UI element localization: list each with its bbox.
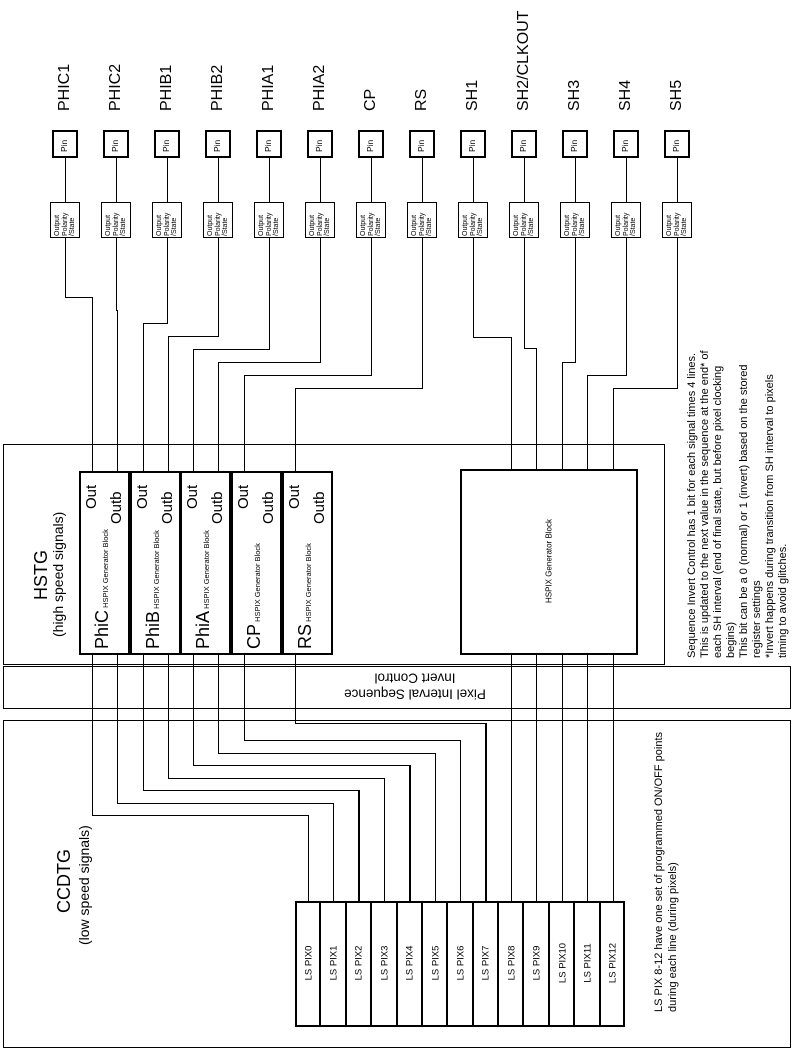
run-wire xyxy=(168,778,385,779)
hstg-subtitle: (high speed signals) xyxy=(50,511,66,637)
signal-label: PHIB1 xyxy=(158,64,175,111)
port-wire xyxy=(587,375,588,470)
ls-up-wire xyxy=(358,790,359,902)
outb-port-label: Outb xyxy=(260,491,277,524)
signal-label: RS xyxy=(413,88,430,111)
output-polarity-label: Output Polarity /State xyxy=(563,212,586,236)
ls-up-wire xyxy=(435,753,436,902)
run-wire xyxy=(295,723,487,724)
port-wire xyxy=(92,297,93,472)
band-line-2: Invert Control xyxy=(374,671,456,686)
pin-to-polarity-wire xyxy=(116,158,117,203)
signal-label: CP xyxy=(362,88,379,111)
run-wire xyxy=(218,753,436,754)
block-bottom-wire xyxy=(295,655,296,724)
ls-pix-note: LS PIX 8-12 have one set of programmed ON/OFF points during each line (during pixels) xyxy=(653,731,679,1012)
port-wire xyxy=(511,337,512,470)
port-wire xyxy=(193,349,194,472)
pin-label: Pin xyxy=(671,139,681,152)
polarity-down-wire xyxy=(422,238,423,389)
dogleg-wire xyxy=(218,362,321,363)
run-wire xyxy=(244,740,461,741)
block-bottom-wire xyxy=(117,655,118,804)
ls-pix-label: LS PIX5 xyxy=(430,945,442,981)
pin-to-polarity-wire xyxy=(473,158,474,203)
dogleg-wire xyxy=(193,349,270,350)
port-wire xyxy=(295,388,296,472)
signal-label: SH4 xyxy=(617,79,634,111)
dogleg-wire xyxy=(613,388,678,389)
port-wire xyxy=(143,323,144,472)
output-polarity-label: Output Polarity /State xyxy=(104,212,127,236)
pin-label: Pin xyxy=(110,139,120,152)
pin-label: Pin xyxy=(518,139,528,152)
big-block-bottom-wire xyxy=(562,655,563,902)
hspix-block-subtitle: HSPIX Generator Block xyxy=(202,530,211,611)
ls-up-wire xyxy=(308,815,309,902)
hspix-block-title: PhiA xyxy=(193,610,213,649)
port-wire xyxy=(613,388,614,470)
output-polarity-label: Output Polarity /State xyxy=(665,212,688,236)
pixel-interval-band-label xyxy=(344,671,486,702)
run-wire xyxy=(143,790,360,791)
outb-port-label: Outb xyxy=(209,491,226,524)
outb-port-label: Outb xyxy=(311,491,328,524)
hspix-block-name xyxy=(92,529,113,649)
out-port-label: Out xyxy=(235,484,252,509)
polarity-down-wire xyxy=(473,238,474,338)
out-port-label: Out xyxy=(134,484,151,509)
ls-pix-label: LS PIX10 xyxy=(557,942,569,984)
output-polarity-label: Output Polarity /State xyxy=(461,212,484,236)
output-polarity-label: Output Polarity /State xyxy=(53,212,76,236)
block-bottom-wire xyxy=(244,655,245,741)
sequence-invert-note: Sequence Invert Control has 1 bit for each signal times 4 lines. This is updated to the next value in the sequence at the end* of each SH interval (end of final state, but before pixel clocking begins) This bit can be a 0 (normal) or 1 (invert) based on the stored register settings *Invert happens during transition from SH interval to pixels timing to avoid glitches. xyxy=(686,350,789,658)
pin-to-polarity-wire xyxy=(65,158,66,203)
hspix-block-subtitle: HSPIX Generator Block xyxy=(101,529,110,610)
hspix-block-subtitle: HSPIX Generator Block xyxy=(253,543,262,624)
hspix-block-name xyxy=(244,543,265,649)
pin-label: Pin xyxy=(263,139,273,152)
ls-pix-label: LS PIX2 xyxy=(353,945,365,981)
ls-pix-label: LS PIX3 xyxy=(379,945,391,981)
pin-label: Pin xyxy=(620,139,630,152)
hspix-block-subtitle: HSPIX Generator Block xyxy=(152,530,161,611)
big-block-bottom-wire xyxy=(587,655,588,902)
polarity-down-wire xyxy=(65,238,66,298)
output-polarity-label: Output Polarity /State xyxy=(308,212,331,236)
signal-label: SH5 xyxy=(668,79,685,111)
pin-to-polarity-wire xyxy=(371,158,372,203)
hspix-big-block-label: HSPIX Generator Block xyxy=(544,518,554,604)
pin-to-polarity-wire xyxy=(269,158,270,203)
ls-up-wire xyxy=(485,723,486,902)
output-polarity-label: Output Polarity /State xyxy=(257,212,280,236)
dogleg-wire xyxy=(587,375,627,376)
run-wire xyxy=(117,803,334,804)
hspix-block-title: RS xyxy=(295,623,315,649)
big-block-bottom-wire xyxy=(536,655,537,902)
ls-up-wire xyxy=(333,803,334,902)
pin-to-polarity-wire xyxy=(422,158,423,203)
ls-up-wire xyxy=(460,740,461,902)
pin-label: Pin xyxy=(314,139,324,152)
port-wire xyxy=(244,375,245,472)
pin-to-polarity-wire xyxy=(524,158,525,203)
out-port-label: Out xyxy=(83,484,100,509)
big-block-bottom-wire xyxy=(511,655,512,902)
polarity-down-wire xyxy=(269,238,270,350)
dogleg-wire xyxy=(65,297,93,298)
pin-label: Pin xyxy=(59,139,69,152)
pin-to-polarity-wire xyxy=(575,158,576,203)
signal-label: SH3 xyxy=(566,79,583,111)
signal-label: SH2/CLKOUT xyxy=(515,10,532,111)
ls-up-wire xyxy=(409,765,410,902)
pin-label: Pin xyxy=(569,139,579,152)
hspix-block-name xyxy=(295,543,316,649)
big-block-bottom-wire xyxy=(613,655,614,902)
polarity-down-wire xyxy=(626,238,627,376)
signal-label: PHIA2 xyxy=(311,64,328,111)
dogleg-wire xyxy=(562,362,576,363)
signal-label: SH1 xyxy=(464,79,481,111)
polarity-down-wire xyxy=(524,238,525,349)
polarity-down-wire xyxy=(116,238,117,311)
block-bottom-wire xyxy=(193,655,194,766)
ls-pix-label: LS PIX12 xyxy=(607,942,619,984)
ls-pix-label: LS PIX11 xyxy=(582,943,594,983)
port-wire xyxy=(218,362,219,472)
outb-port-label: Outb xyxy=(159,491,176,524)
ccdtg-title: CCDTG xyxy=(54,849,74,913)
hspix-block-name xyxy=(193,530,214,649)
dogleg-wire xyxy=(244,375,372,376)
hspix-block-title: CP xyxy=(244,623,264,649)
dogleg-wire xyxy=(295,388,423,389)
dogleg-wire xyxy=(143,323,168,324)
out-port-label: Out xyxy=(286,484,303,509)
output-polarity-label: Output Polarity /State xyxy=(206,212,229,236)
ls-pix-label: LS PIX8 xyxy=(506,945,518,981)
port-wire xyxy=(562,362,563,470)
polarity-down-wire xyxy=(320,238,321,363)
hstg-title: HSTG xyxy=(31,549,51,600)
hspix-block-name xyxy=(143,530,164,649)
ls-pix-label: LS PIX7 xyxy=(480,945,492,981)
polarity-down-wire xyxy=(575,238,576,363)
pin-label: Pin xyxy=(161,139,171,152)
dogleg-wire xyxy=(168,336,219,337)
port-wire xyxy=(536,348,537,470)
pin-to-polarity-wire xyxy=(626,158,627,203)
run-wire xyxy=(193,765,411,766)
block-bottom-wire xyxy=(92,655,93,816)
ls-pix-label: LS PIX4 xyxy=(404,945,416,981)
pin-label: Pin xyxy=(212,139,222,152)
output-polarity-label: Output Polarity /State xyxy=(359,212,382,236)
pin-to-polarity-wire xyxy=(218,158,219,203)
port-wire xyxy=(168,336,169,472)
polarity-down-wire xyxy=(218,238,219,337)
dogleg-wire xyxy=(473,337,512,338)
signal-label: PHIB2 xyxy=(209,64,226,111)
ccdtg-subtitle: (low speed signals) xyxy=(76,825,92,945)
port-wire xyxy=(117,310,118,472)
signal-label: PHIC1 xyxy=(56,63,73,111)
output-polarity-label: Output Polarity /State xyxy=(410,212,433,236)
polarity-down-wire xyxy=(167,238,168,324)
pin-label: Pin xyxy=(467,139,477,152)
ls-pix-label: LS PIX9 xyxy=(531,945,543,981)
hspix-block-title: PhiB xyxy=(143,610,163,649)
block-bottom-wire xyxy=(168,655,169,779)
pin-to-polarity-wire xyxy=(167,158,168,203)
out-port-label: Out xyxy=(184,484,201,509)
run-wire xyxy=(92,815,309,816)
ls-pix-label: LS PIX1 xyxy=(328,945,340,981)
block-bottom-wire xyxy=(143,655,144,791)
pin-label: Pin xyxy=(416,139,426,152)
ls-pix-label: LS PIX6 xyxy=(455,945,467,981)
pin-to-polarity-wire xyxy=(677,158,678,203)
hspix-block-title: PhiC xyxy=(92,609,112,649)
output-polarity-label: Output Polarity /State xyxy=(155,212,178,236)
outb-port-label: Outb xyxy=(108,491,125,524)
pin-label: Pin xyxy=(365,139,375,152)
output-polarity-label: Output Polarity /State xyxy=(614,212,637,236)
polarity-down-wire xyxy=(677,238,678,389)
block-bottom-wire xyxy=(218,655,219,754)
pin-to-polarity-wire xyxy=(320,158,321,203)
band-line-1: Pixel Interval Sequence xyxy=(344,686,486,702)
signal-label: PHIA1 xyxy=(260,64,277,111)
polarity-down-wire xyxy=(371,238,372,376)
ls-pix-label: LS PIX0 xyxy=(303,945,315,981)
hspix-block-subtitle: HSPIX Generator Block xyxy=(304,543,313,624)
signal-label: PHIC2 xyxy=(107,63,124,111)
output-polarity-label: Output Polarity /State xyxy=(512,212,535,236)
ls-up-wire xyxy=(384,778,385,902)
